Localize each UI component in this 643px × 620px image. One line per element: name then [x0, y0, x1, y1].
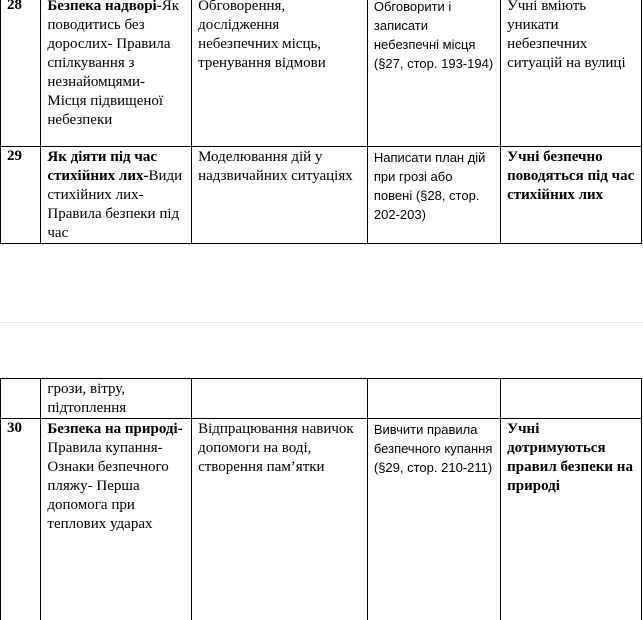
topic-cell [41, 0, 192, 147]
lesson-plan-table-page-2 [0, 378, 642, 620]
topic-details: Правила купання- Ознаки безпечного пляжу- Перша допомога при теплових ударах [47, 440, 168, 532]
result-text: Учні вміють уникати небезпечних ситуацій на вулиці [507, 0, 635, 73]
lesson-number-cell [1, 379, 41, 419]
topic-title: Безпека надворі- [47, 0, 161, 14]
homework-cell [367, 0, 500, 147]
table-row [1, 419, 642, 620]
lesson-number: 28 [7, 0, 34, 14]
lesson-plan-table-page-1 [0, 0, 642, 244]
activities-text: Відпрацювання навичок допомоги на воді, створення пам’ятки [198, 420, 361, 477]
homework-text: Обговорити і записати небезпечні місця (§27, стор. 193-194) [374, 0, 494, 73]
activities-cell [192, 379, 368, 419]
topic-cell [41, 379, 192, 419]
homework-cell [367, 147, 500, 244]
result-cell [501, 419, 642, 620]
topic-title: Як діяти під час стихійних лих- [47, 149, 157, 184]
table-row [1, 147, 642, 244]
homework-text: Вивчити правила безпечного купання (§29, стор. 210-211) [374, 420, 494, 477]
table-row-continued [1, 379, 642, 419]
topic-details-continued: грози, вітру, підтоплення [47, 380, 185, 418]
lesson-number-cell [1, 0, 41, 147]
page-break-divider [0, 322, 643, 323]
table-row [1, 0, 642, 147]
homework-cell [367, 379, 500, 419]
activities-text: Обговорення, дослідження небезпечних місць, тренування відмови [198, 0, 361, 73]
lesson-number: 29 [7, 148, 34, 165]
activities-cell [192, 419, 368, 620]
homework-cell [367, 419, 500, 620]
result-text: Учні дотримуються правил безпеки на природі [507, 420, 635, 496]
lesson-number-cell [1, 419, 41, 620]
result-cell [501, 379, 642, 419]
activities-cell [192, 147, 368, 244]
result-cell [501, 0, 642, 147]
topic-cell [41, 419, 192, 620]
activities-text: Моделювання дій у надзвичайних ситуаціях [198, 148, 361, 186]
activities-cell [192, 0, 368, 147]
topic-title: Безпека на природі- [47, 421, 182, 437]
result-text: Учні безпечно поводяться під час стихійних лих [507, 148, 635, 205]
topic-cell [41, 147, 192, 244]
topic-details: Як поводитись без дорослих- Правила спілкування з незнайомцями- Місця підвищеної небезпеки [47, 0, 179, 128]
lesson-number: 30 [7, 420, 34, 437]
topic-details: Види стихійних лих- Правила безпеки під час [47, 168, 182, 241]
result-cell [501, 147, 642, 244]
lesson-number-cell [1, 147, 41, 244]
homework-text: Написати план дій при грозі або повені (§28, стор. 202-203) [374, 148, 494, 224]
